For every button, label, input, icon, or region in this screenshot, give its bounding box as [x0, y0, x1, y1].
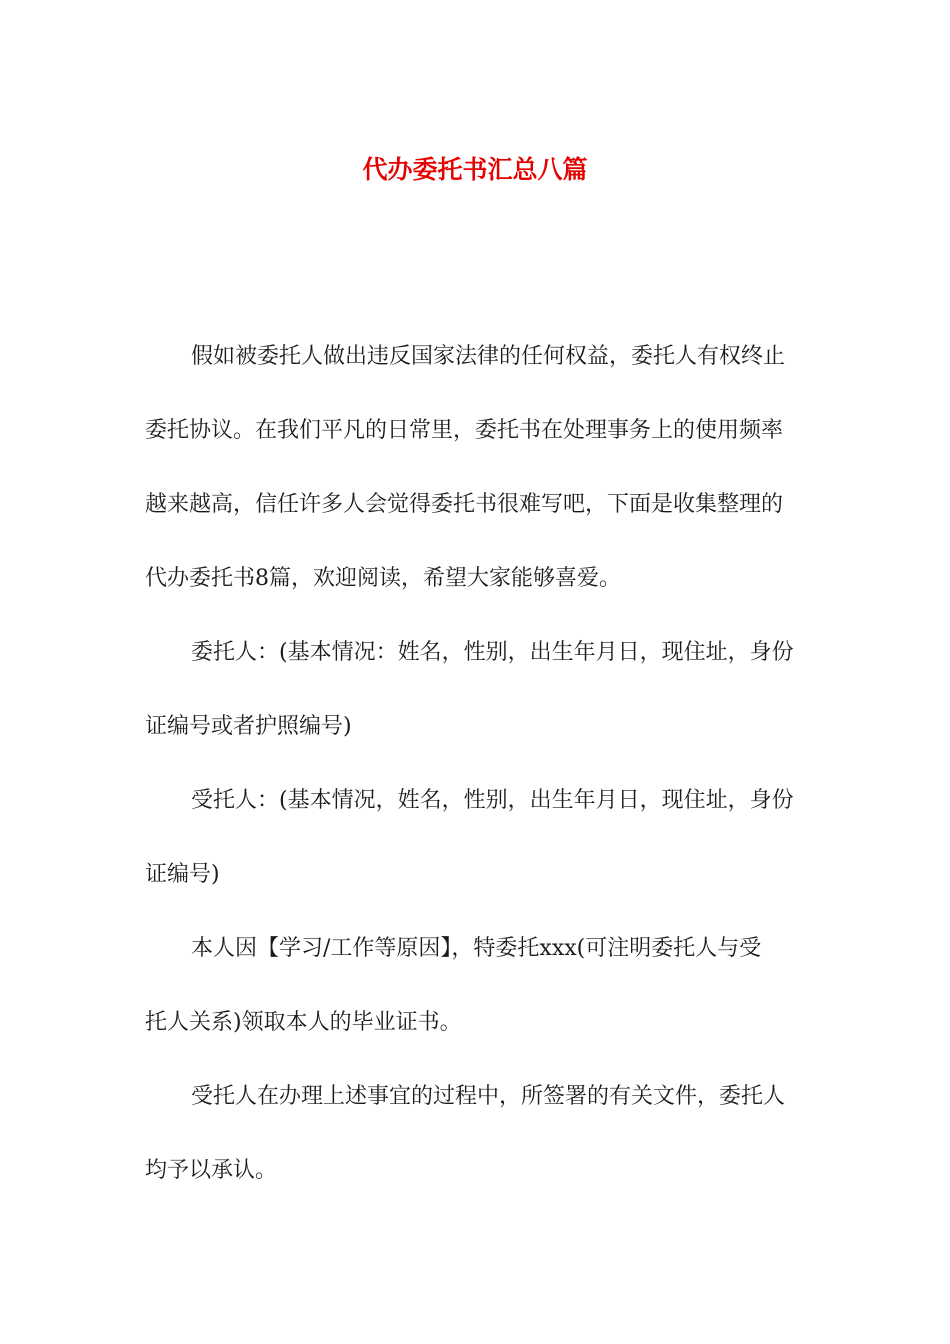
paragraph-line: 受托人在办理上述事宜的过程中，所签署的有关文件，委托人	[191, 1084, 786, 1109]
paragraph-line: 受托人：(基本情况，姓名，性别，出生年月日，现住址，身份	[191, 788, 794, 813]
paragraph-acknowledgement	[145, 1060, 809, 1208]
paragraph-reason	[145, 912, 809, 1060]
paragraph-line: 证编号或者护照编号)	[145, 714, 352, 739]
document-title: 代办委托书汇总八篇	[362, 154, 588, 184]
paragraph-line: 代办委托书8篇，欢迎阅读，希望大家能够喜爱。	[145, 566, 621, 591]
paragraph-line: 委托协议。在我们平凡的日常里，委托书在处理事务上的使用频率	[145, 418, 784, 443]
paragraph-agent	[145, 764, 809, 912]
paragraph-line: 证编号)	[145, 862, 220, 887]
paragraph-line: 均予以承认。	[145, 1158, 278, 1183]
paragraph-line: 假如被委托人做出违反国家法律的任何权益，委托人有权终止	[191, 344, 786, 369]
paragraph-principal	[145, 616, 809, 764]
paragraph-line: 委托人：(基本情况：姓名，性别，出生年月日，现住址，身份	[191, 640, 794, 665]
paragraph-line: 越来越高，信任许多人会觉得委托书很难写吧，下面是收集整理的	[145, 492, 784, 517]
document-body	[145, 320, 809, 1208]
paragraph-line: 托人关系)领取本人的毕业证书。	[145, 1010, 462, 1035]
paragraph-intro	[145, 320, 809, 616]
paragraph-line: 本人因【学习/工作等原因】，特委托xxx(可注明委托人与受	[191, 936, 762, 961]
